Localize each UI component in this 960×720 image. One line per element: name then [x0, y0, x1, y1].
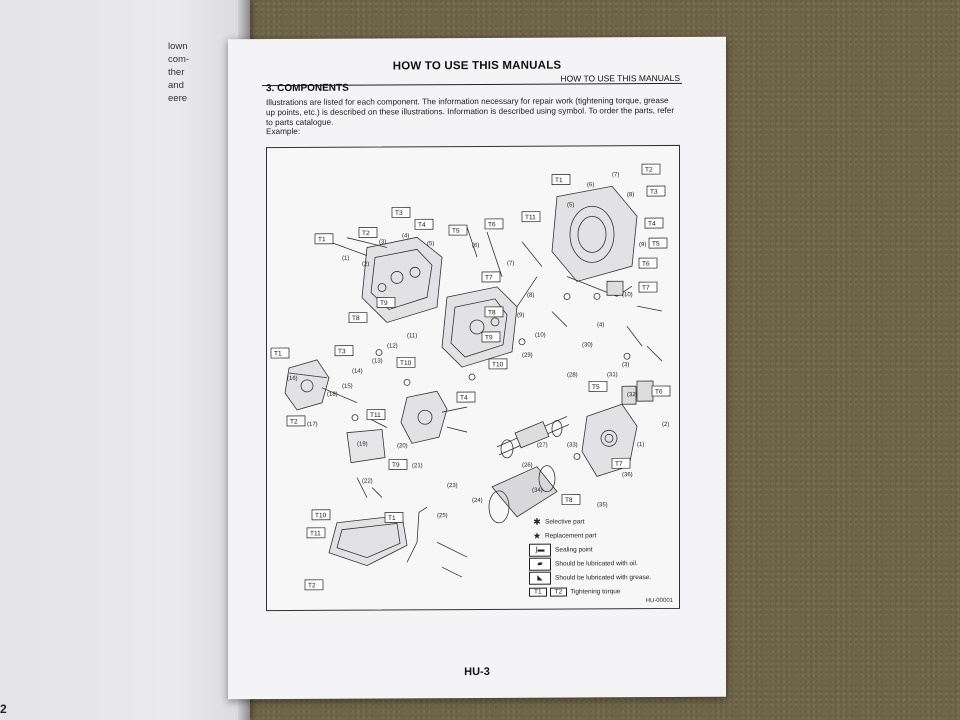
torque-tag-t1: T1	[529, 587, 547, 596]
part-number-callout: (4)	[402, 233, 410, 240]
torque-tag-label: T6	[642, 260, 650, 268]
torque-tag-label: T2	[290, 418, 298, 426]
left-page-edge-text	[168, 40, 228, 105]
legend-grease-label: Should be lubricated with grease.	[555, 573, 652, 582]
part-number-callout: (29)	[522, 352, 533, 359]
torque-tag-label: T7	[485, 274, 493, 282]
part-number-callout: (1)	[637, 442, 645, 449]
torque-tag-label: T1	[555, 177, 563, 185]
legend-sealing-label: Sealing point	[555, 545, 593, 554]
part-number-callout: (22)	[362, 478, 373, 485]
torque-tag-label: T5	[652, 240, 660, 248]
torque-tag-label: T1	[318, 236, 326, 244]
part-number-callout: (4)	[597, 322, 605, 329]
legend-replacement	[529, 528, 679, 543]
torque-tag-label: T10	[400, 359, 412, 367]
star-icon: ★	[532, 530, 542, 541]
torque-tag-label: T11	[310, 530, 321, 538]
torque-tag-label: T6	[488, 221, 496, 229]
part-number-callout: (5)	[427, 241, 435, 248]
part-number-callout: (5)	[567, 202, 575, 209]
part-number-callout: (30)	[582, 342, 593, 349]
torque-tag-label: T11	[370, 412, 381, 420]
part-number-callout: (10)	[535, 332, 546, 339]
running-head: HOW TO USE THIS MANUALS	[560, 72, 680, 84]
torque-tag-label: T4	[418, 221, 426, 229]
legend-torque-label: Tightening torque	[570, 587, 621, 596]
torque-tag-label: T8	[352, 315, 360, 323]
torque-tag-label: T11	[525, 214, 536, 222]
torque-tag-t2: T2	[550, 587, 568, 596]
part-number-callout: (3)	[379, 239, 387, 246]
torque-tag-label: T7	[642, 284, 650, 292]
example-label: Example:	[266, 127, 301, 137]
sealing-point-icon: ∫▬	[529, 543, 551, 556]
part-number-callout: (32)	[627, 392, 638, 399]
torque-tag-label: T9	[380, 299, 388, 308]
part-number-callout: (31)	[607, 372, 618, 379]
part-number-callout: (6)	[587, 182, 595, 189]
part-number-callout: (18)	[327, 391, 338, 398]
torque-tag-label: T7	[615, 460, 623, 468]
torque-tag-label: T8	[488, 309, 496, 317]
part-number-callout: (6)	[472, 242, 480, 250]
legend-selective-label: Selective part	[545, 517, 585, 526]
left-page-number: 2	[0, 702, 7, 716]
edge-line: eere	[168, 93, 188, 104]
part-number-callout: (7)	[612, 172, 620, 179]
part-number-callout: (9)	[639, 242, 647, 249]
part-number-callout: (1)	[342, 255, 350, 262]
edge-line: lown	[168, 41, 188, 52]
edge-line: ther	[168, 67, 185, 78]
section-heading: 3. COMPONENTS	[266, 82, 349, 95]
grease-gun-icon: ◣	[529, 571, 551, 584]
part-number-callout: (8)	[627, 192, 635, 199]
part-number-callout: (17)	[307, 421, 318, 428]
torque-tag-label: T2	[645, 166, 653, 174]
part-number-callout: (21)	[412, 463, 423, 470]
part-number-callout: (34)	[532, 487, 543, 494]
asterisk-icon: ✱	[533, 516, 541, 527]
part-number-callout: (10)	[622, 292, 633, 299]
page-number: HU-3	[464, 665, 490, 679]
edge-line: and	[168, 80, 184, 91]
torque-tag-label: T1	[274, 350, 282, 358]
torque-tag-label: T1	[388, 514, 396, 522]
part-number-callout: (2)	[662, 421, 670, 429]
torque-tag-label: T3	[338, 348, 346, 356]
part-number-callout: (20)	[397, 443, 408, 450]
legend-grease	[529, 570, 679, 585]
part-number-callout: (24)	[472, 497, 483, 505]
torque-tag-label: T4	[648, 220, 656, 228]
legend-oil	[529, 556, 679, 571]
torque-tag-label: T3	[650, 188, 658, 196]
figure-id: HU-00001	[645, 597, 673, 605]
part-number-callout: (19)	[357, 441, 368, 448]
legend-sealing	[529, 542, 679, 557]
part-number-callout: (35)	[597, 502, 608, 509]
torque-tag-label: T8	[565, 496, 573, 505]
right-page	[228, 37, 726, 700]
legend-torque	[529, 584, 679, 599]
legend	[529, 514, 679, 599]
torque-tag-label: T2	[362, 230, 370, 238]
part-number-callout: (16)	[287, 375, 298, 382]
part-number-callout: (25)	[437, 513, 448, 520]
part-number-callout: (12)	[387, 343, 398, 350]
part-number-callout: (26)	[522, 462, 533, 469]
part-number-callout: (7)	[507, 260, 515, 267]
part-number-callout: (36)	[622, 472, 633, 479]
torque-tag-label: T3	[395, 209, 403, 217]
part-number-callout: (14)	[352, 368, 363, 375]
part-number-callout: (13)	[372, 358, 383, 365]
part-number-callout: (28)	[567, 372, 578, 379]
page-title: HOW TO USE THIS MANUALS	[392, 59, 562, 73]
torque-tag-label: T4	[460, 394, 468, 402]
part-number-callout: (3)	[622, 362, 630, 369]
intro-text	[266, 96, 678, 137]
legend-selective	[529, 514, 679, 529]
torque-tag-label: T6	[655, 388, 663, 396]
part-number-callout: (23)	[447, 483, 458, 490]
torque-tag-label: T10	[492, 361, 504, 369]
part-number-callout: (15)	[342, 383, 353, 390]
part-number-callout: (33)	[567, 442, 578, 449]
components-diagram	[266, 145, 680, 611]
edge-line: com-	[168, 54, 190, 65]
torque-tag-label: T2	[308, 582, 316, 590]
intro-paragraph: Illustrations are listed for each component. The information necessary for repair work (tightening torque, grease up points, etc.) is described on these illustrations. Information is described using symbol. To order the parts, refer to parts catalogue.	[266, 95, 675, 127]
part-number-callout: (8)	[527, 292, 535, 299]
legend-replacement-label: Replacement part	[545, 531, 597, 540]
part-number-callout: (2)	[362, 261, 370, 268]
part-number-callout: (11)	[407, 333, 418, 340]
torque-tag-label: T9	[485, 334, 493, 342]
left-page	[0, 0, 250, 720]
torque-tag-label: T9	[392, 461, 400, 469]
part-number-callout: (9)	[517, 312, 525, 319]
torque-tag-label: T10	[315, 512, 327, 520]
oil-can-icon: ▰	[529, 557, 551, 570]
legend-oil-label: Should be lubricated with oil.	[555, 559, 638, 568]
part-number-callout: (27)	[537, 442, 548, 449]
torque-tag-label: T5	[452, 227, 460, 235]
torque-tag-label: T5	[592, 383, 600, 391]
